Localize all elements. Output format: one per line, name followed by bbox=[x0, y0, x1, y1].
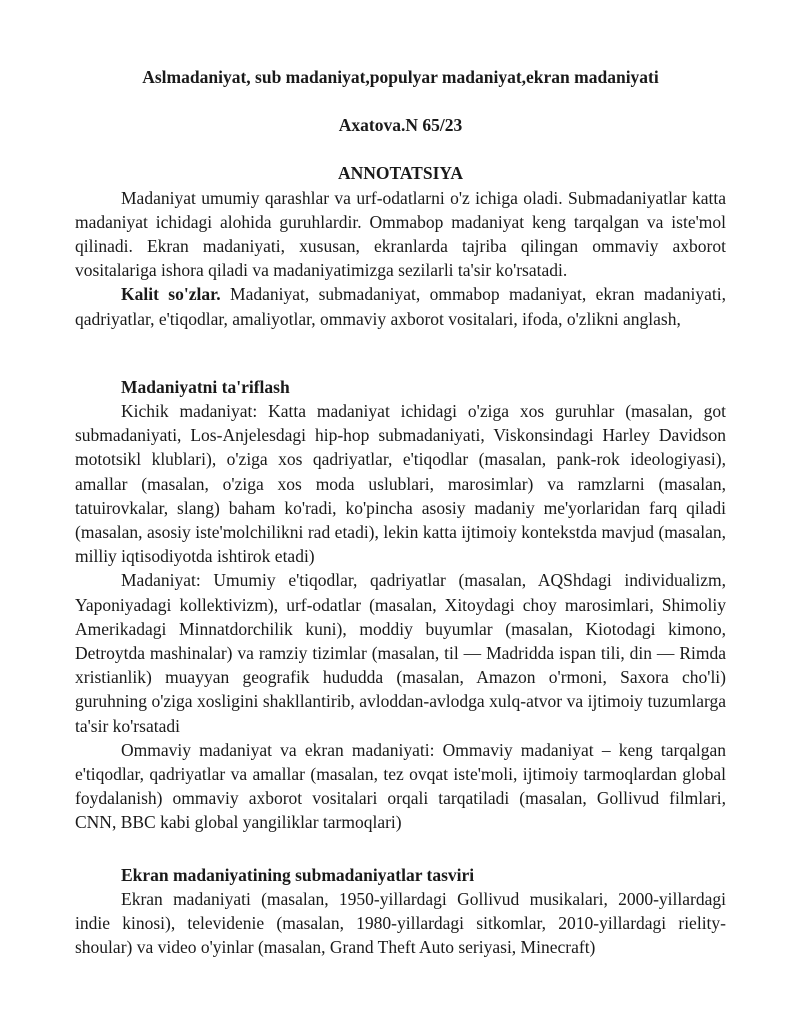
paragraph-culture: Madaniyat: Umumiy e'tiqodlar, qadriyatlar (masalan, AQShdagi individualizm, Yaponiyadagi kollektivizm), urf-odatlar (masalan, Xitoydagi choy marosimlari, Shimoliy Amerikadagi Minnatdorchilik kuni), moddiy buyumlar (masalan, Kiotodagi kimono, Detroytda mashinalar) va ramziy tizimlar (masalan, til — Madridda ispan tili, din — Rimda xristianlik) muayyan geografik hududda (masalan, Amazon o'rmoni, Saxora cho'li) guruhning o'ziga xosligini shakllantirib, avloddan-avlodga xulq-atvor va ijtimoiy tuzumlarga ta'sir ko'rsatadi bbox=[75, 570, 726, 736]
keywords-text: Madaniyat, submadaniyat, ommabop madaniyat, ekran madaniyati, qadriyatlar, e'tiqodlar, amaliyotlar, ommaviy axborot vositalari, ifoda, o'zlikni anglash, bbox=[75, 284, 726, 329]
paragraph-screen-culture: Ekran madaniyati (masalan, 1950-yillardagi Gollivud musikalari, 2000-yillardagi indie kinosi), televidenie (masalan, 1980-yillardagi sitkomlar, 2010-yillardagi rielity-shoular) va video o'yinlar (masalan, Grand Theft Auto seriyasi, Minecraft) bbox=[75, 888, 726, 958]
paragraph-popular-culture: Ommaviy madaniyat va ekran madaniyati: Ommaviy madaniyat – keng tarqalgan e'tiqodlar, qadriyatlar va amallar (masalan, tez ovqat iste'moli, ijtimoiy tarmoqlardan global foydalanish) ommaviy axborot vositalari orqali tarqatiladi (masalan, Gollivud filmlari, CNN, BBC kabi global yangiliklar tarmoqlari) bbox=[75, 739, 726, 833]
annotation-heading: ANNOTATSIYA bbox=[337, 163, 464, 184]
keywords-paragraph bbox=[75, 282, 726, 330]
document-title: Aslmadaniyat, sub madaniyat,populyar madaniyat,ekran madaniyati bbox=[142, 67, 659, 87]
annotation-paragraph: Madaniyat umumiy qarashlar va urf-odatlarni o'z ichiga oladi. Submadaniyatlar katta madaniyat ichidagi alohida guruhlardir. Ommabop madaniyat keng tarqalgan va iste'mol qilinadi. Ekran madaniyati, xususan, ekranlarda tajriba qilingan ommaviy axborot vositalariga ishora qiladi va madaniyatimizga sezilarli ta'sir ko'rsatadi. bbox=[75, 187, 726, 281]
section-heading-screen-culture: Ekran madaniyatining submadaniyatlar tasviri bbox=[121, 864, 475, 885]
keywords-label: Kalit so'zlar. bbox=[121, 284, 221, 305]
paragraph-subculture: Kichik madaniyat: Katta madaniyat ichidagi o'ziga xos guruhlar (masalan, got submadaniyati, Los-Anjelesdagi hip-hop submadaniyati, Viskonsindagi Harley Davidson mototsikl klublari), o'ziga xos qadriyatlar, e'tiqodlar (masalan, pank-rok ideologiyasi), amallar (masalan, o'ziga xos moda uslublari, marosimlar) va ramzlarni (masalan, tatuirovkalar, slang) baham ko'radi, ko'pincha asosiy madaniy me'yorlaridan farq qiladi (masalan, asosiy iste'molchilikni rad etadi), lekin katta ijtimoiy kontekstda mavjud (masalan, milliy iqtisodiyotda ishtirok etadi) bbox=[75, 401, 726, 567]
section-heading-defining-culture: Madaniyatni ta'riflash bbox=[121, 376, 290, 397]
author-line: Axatova.N 65/23 bbox=[338, 115, 463, 136]
